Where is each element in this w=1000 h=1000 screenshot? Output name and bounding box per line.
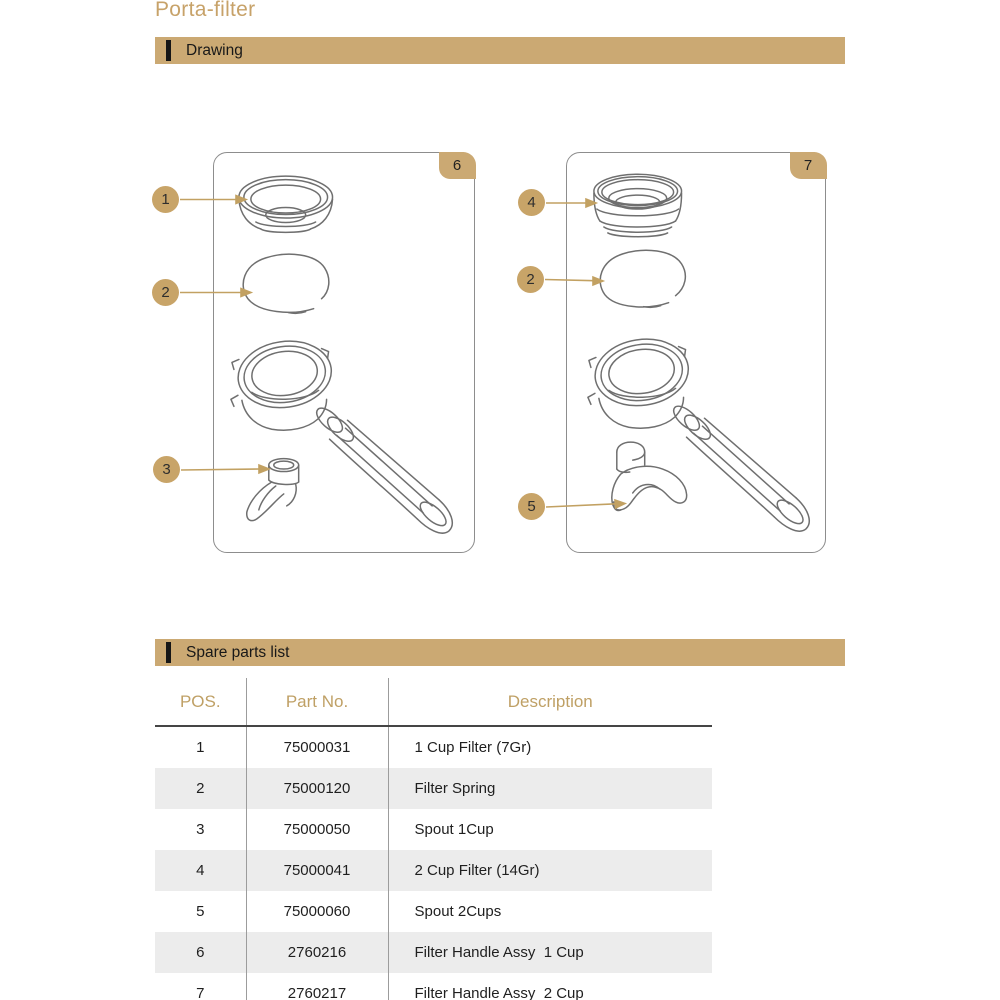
- description-cell: Filter Spring: [388, 768, 712, 809]
- portafilter-2cup-drawing: [567, 153, 825, 552]
- part-no-cell: 75000050: [246, 809, 388, 850]
- description-cell: Filter Handle Assy 2 Cup: [388, 973, 712, 1000]
- description-cell: 2 Cup Filter (14Gr): [388, 850, 712, 891]
- filter-spring-drawing: [243, 254, 329, 313]
- two-cup-spout-drawing: [612, 442, 687, 510]
- table-row: [155, 973, 712, 1000]
- callout-1-filter: 1: [152, 186, 179, 213]
- panel-number-badge: 6: [439, 152, 476, 179]
- banner-accent-bar: [166, 40, 171, 61]
- callout-3-spout: 3: [153, 456, 180, 483]
- drawing-panel-1cup: [213, 152, 475, 553]
- one-cup-spout-drawing: [247, 459, 299, 521]
- callout-5-spout: 5: [518, 493, 545, 520]
- description-cell: Filter Handle Assy 1 Cup: [388, 932, 712, 973]
- pos-cell: 3: [196, 821, 205, 838]
- description-cell: 1 Cup Filter (7Gr): [388, 726, 712, 768]
- table-row: [155, 726, 712, 768]
- filter-spring-drawing: [600, 250, 685, 307]
- drawing-section-label: Drawing: [186, 41, 243, 59]
- part-no-cell: 2760217: [246, 973, 388, 1000]
- portafilter-body-1cup-drawing: [231, 335, 452, 533]
- table-header-row: [155, 678, 712, 726]
- pos-cell: 2: [196, 780, 205, 797]
- pos-cell: 6: [196, 944, 205, 961]
- two-cup-filter-basket-drawing: [594, 174, 682, 237]
- spare-parts-section-banner: [155, 639, 845, 666]
- description-cell: Spout 1Cup: [388, 809, 712, 850]
- callout-2-spring-right: 2: [517, 266, 544, 293]
- portafilter-1cup-drawing: [214, 153, 474, 552]
- spare-parts-section-label: Spare parts list: [186, 643, 290, 661]
- table-row: [155, 891, 712, 932]
- table-row: [155, 809, 712, 850]
- part-no-cell: 2760216: [246, 932, 388, 973]
- drawing-section-banner: [155, 37, 845, 64]
- part-no-cell: 75000060: [246, 891, 388, 932]
- part-no-cell: 75000041: [246, 850, 388, 891]
- part-no-cell: 75000031: [246, 726, 388, 768]
- pos-cell: 1: [196, 739, 205, 756]
- table-row: [155, 768, 712, 809]
- drawing-panel-2cup: [566, 152, 826, 553]
- pos-cell: 5: [196, 903, 205, 920]
- portafilter-body-2cup-drawing: [588, 333, 809, 531]
- pos-cell: 7: [155, 973, 246, 1000]
- callout-2-spring-left: 2: [152, 279, 179, 306]
- pos-cell: 4: [196, 862, 205, 879]
- spare-parts-table: [155, 678, 712, 1000]
- column-header-pos: POS.: [155, 678, 246, 726]
- table-row: [155, 932, 712, 973]
- column-header-part-no: Part No.: [246, 678, 388, 726]
- one-cup-filter-basket-drawing: [239, 176, 333, 232]
- description-cell: Spout 2Cups: [388, 891, 712, 932]
- page-title: Porta-filter: [155, 0, 256, 21]
- part-no-cell: 75000120: [246, 768, 388, 809]
- callout-4-filter: 4: [518, 189, 545, 216]
- banner-accent-bar: [166, 642, 171, 663]
- column-header-description: Description: [388, 678, 712, 726]
- table-row: [155, 850, 712, 891]
- panel-number-badge: 7: [790, 152, 827, 179]
